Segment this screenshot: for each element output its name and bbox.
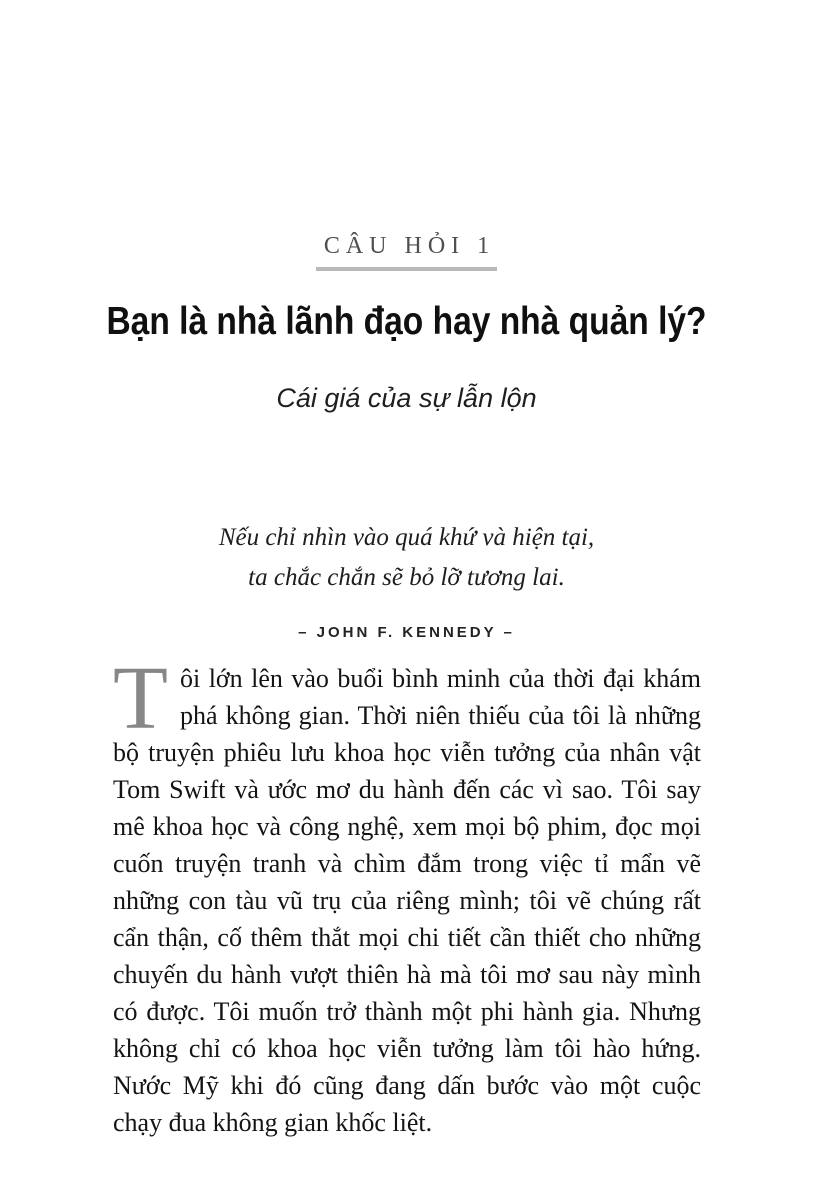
chapter-title: Bạn là nhà lãnh đạo hay nhà quản lý? bbox=[106, 300, 707, 343]
epigraph-attribution: – JOHN F. KENNEDY – bbox=[298, 624, 515, 641]
dropcap: T bbox=[113, 649, 168, 748]
epigraph-line-2: ta chắc chắn sẽ bỏ lỡ tương lai. bbox=[248, 564, 565, 591]
body-paragraph bbox=[113, 649, 701, 1141]
chapter-subtitle: Cái giá của sự lẫn lộn bbox=[276, 383, 537, 413]
chapter-label: CÂU HỎI 1 bbox=[316, 233, 497, 271]
body-text: ôi lớn lên vào buổi bình minh của thời đại khám phá không gian. Thời niên thiếu của tôi là những bộ truyện phiêu lưu khoa học viễn tưởng của nhân vật Tom Swift và ước mơ du hành đến các vì sao. Tôi say mê khoa học và công nghệ, xem mọi bộ phim, đọc mọi cuốn truyện tranh và chìm đắm trong việc tỉ mẩn vẽ những con tàu vũ trụ của riêng mình; tôi vẽ chúng rất cẩn thận, cố thêm thắt mọi chi tiết cần thiết cho những chuyến du hành vượt thiên hà mà tôi mơ sau này mình có được. Tôi muốn trở thành một phi hành gia. Nhưng không chỉ có khoa học viễn tưởng làm tôi hào hứng. Nước Mỹ khi đó cũng đang dấn bước vào một cuộc chạy đua không gian khốc liệt. bbox=[113, 664, 701, 1137]
epigraph-line-1: Nếu chỉ nhìn vào quá khứ và hiện tại, bbox=[218, 524, 595, 551]
chapter-label-row bbox=[0, 233, 813, 271]
epigraph bbox=[0, 518, 813, 653]
